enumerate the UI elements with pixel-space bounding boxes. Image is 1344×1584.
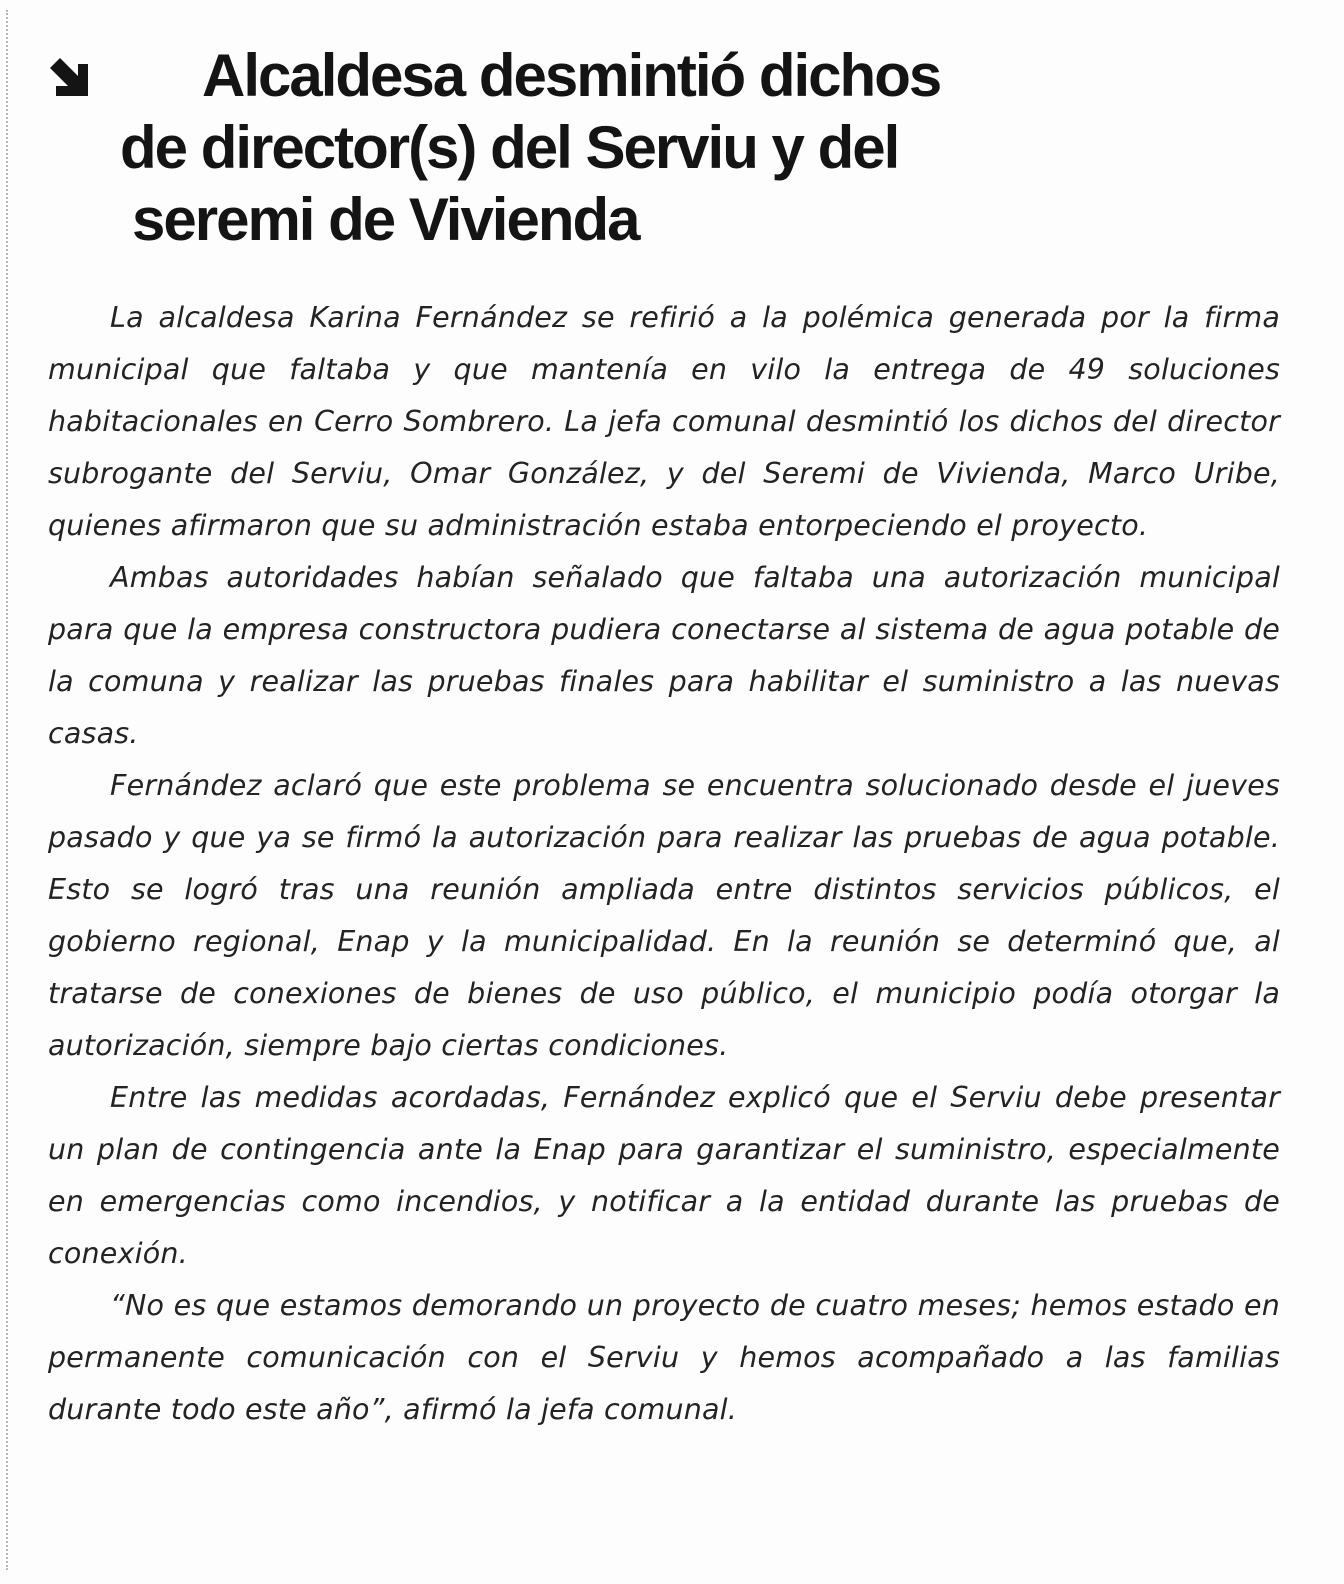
paragraph-4: Entre las medidas acordadas, Fernández explicó que el Serviu debe presentar un plan de contingencia ante la Enap para garantizar el suministro, especialmente en emergencias como incendios, y notificar a la entidad durante las pruebas de conexión. — [48, 1081, 1280, 1270]
headline-line-3: seremi de Vivienda — [132, 186, 639, 253]
article-body — [48, 292, 1280, 1436]
arrow-down-right-icon — [46, 54, 96, 104]
headline-line-1: Alcaldesa desmintió dichos — [202, 42, 941, 109]
paragraph-2: Ambas autoridades habían señalado que faltaba una autorización municipal para que la empresa constructora pudiera conectarse al sistema de agua potable de la comuna y realizar las pruebas finales para habilitar el suministro a las nuevas casas. — [48, 561, 1280, 750]
paragraph-1: La alcaldesa Karina Fernández se refirió a la polémica generada por la firma municipal que faltaba y que mantenía en vilo la entrega de 49 soluciones habitacionales en Cerro Sombrero. La jefa comunal desmintió los dichos del director subrogante del Serviu, Omar González, y del Seremi de Vivienda, Marco Uribe, quienes afirmaron que su administración estaba entorpeciendo el proyecto. — [48, 301, 1280, 542]
clipping-edge-dots — [6, 10, 12, 1570]
paragraph-5-quote: “No es que estamos demorando un proyecto de cuatro meses; hemos estado en permanente comunicación con el Serviu y hemos acompañado a las familias durante todo este año”, afirmó la jefa comunal. — [48, 1289, 1280, 1426]
article-headline — [46, 40, 1046, 256]
headline-line-2: de director(s) del Serviu y del — [120, 114, 899, 181]
paragraph-3: Fernández aclaró que este problema se encuentra solucionado desde el jueves pasado y que ya se firmó la autorización para realizar las pruebas de agua potable. Esto se logró tras una reunión ampliada entre distintos servicios públicos, el gobierno regional, Enap y la municipalidad. En la reunión se determinó que, al tratarse de conexiones de bienes de uso público, el municipio podía otorgar la autorización, siempre bajo ciertas condiciones. — [48, 769, 1280, 1062]
